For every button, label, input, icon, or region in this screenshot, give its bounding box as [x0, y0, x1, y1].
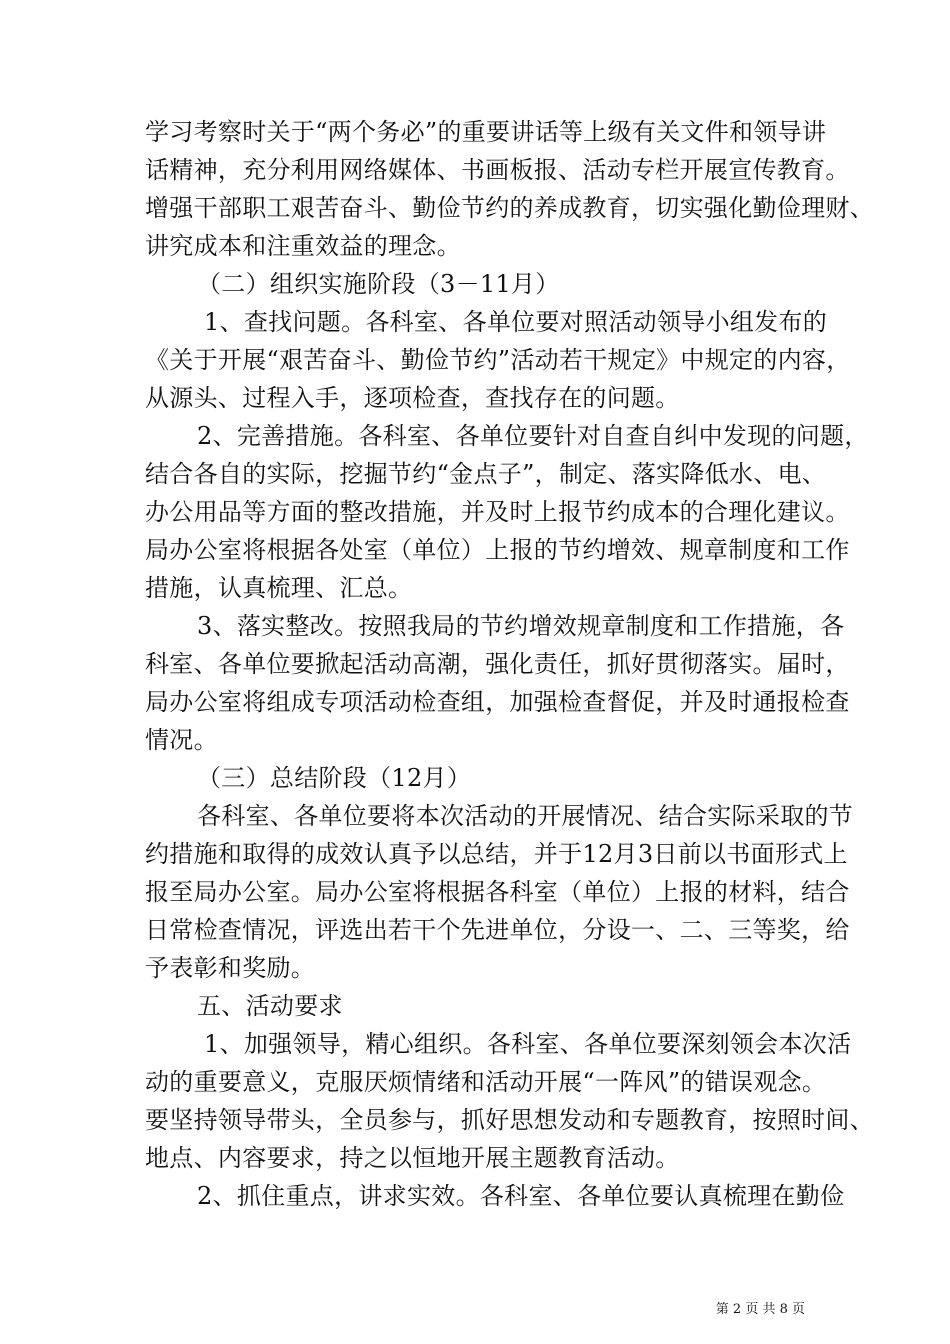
text-line: 结合各自的实际，挖掘节约“金点子”，制定、落实降低水、电、	[145, 460, 827, 488]
text-line: 1、查找问题。各科室、各单位要对照活动领导小组发布的	[204, 308, 828, 336]
text-line: 措施，认真梳理、汇总。	[145, 574, 413, 602]
text-line: 报至局办公室。局办公室将根据各科室（单位）上报的材料，结合	[145, 878, 850, 906]
text-line: 1、加强领导，精心组织。各科室、各单位要深刻领会本次活	[204, 1030, 852, 1058]
page-number: 第 2 页 共 8 页	[715, 1302, 805, 1317]
text-line: 2、完善措施。各科室、各单位要针对自查自纠中发现的问题，	[197, 422, 869, 450]
text-line: 地点、内容要求，持之以恒地开展主题教育活动。	[145, 1144, 680, 1172]
section-heading: （三）总结阶段（12月）	[197, 764, 472, 792]
text-line: 办公用品等方面的整改措施，并及时上报节约成本的合理化建议。	[145, 498, 850, 526]
text-line: 要坚持领导带头，全员参与，抓好思想发动和专题教育，按照时间、	[145, 1106, 874, 1134]
text-line: 各科室、各单位要将本次活动的开展情况、结合实际采取的节	[197, 802, 854, 830]
text-line: 情况。	[145, 726, 218, 754]
section-heading: 五、活动要求	[197, 992, 343, 1020]
text-line: 增强干部职工艰苦奋斗、勤俭节约的养成教育，切实强化勤俭理财、	[145, 194, 874, 222]
text-line: 2、抓住重点，讲求实效。各科室、各单位要认真梳理在勤俭	[197, 1182, 845, 1210]
text-line: 约措施和取得的成效认真予以总结，并于12月3日前以书面形式上	[145, 840, 848, 868]
text-line: 局办公室将根据各处室（单位）上报的节约增效、规章制度和工作	[145, 536, 850, 564]
text-line: 局办公室将组成专项活动检查组，加强检查督促，并及时通报检查	[145, 688, 850, 716]
text-line: 话精神，充分利用网络媒体、书画板报、活动专栏开展宣传教育。	[145, 156, 850, 184]
section-heading: （二）组织实施阶段（3－11月）	[197, 270, 560, 298]
text-line: 学习考察时关于“两个务必”的重要讲话等上级有关文件和领导讲	[145, 118, 827, 146]
text-line: 3、落实整改。按照我局的节约增效规章制度和工作措施，各	[197, 612, 845, 640]
text-line: 动的重要意义，克服厌烦情绪和活动开展“一阵风”的错误观念。	[145, 1068, 827, 1096]
text-line: 《关于开展“艰苦奋斗、勤俭节约”活动若干规定》中规定的内容，	[145, 346, 851, 374]
text-line: 日常检查情况，评选出若干个先进单位，分设一、二、三等奖，给	[145, 916, 850, 944]
text-line: 予表彰和奖励。	[145, 954, 316, 982]
text-line: 科室、各单位要掀起活动高潮，强化责任，抓好贯彻落实。届时，	[145, 650, 850, 678]
text-line: 从源头、过程入手，逐项检查，查找存在的问题。	[145, 384, 680, 412]
text-line: 讲究成本和注重效益的理念。	[145, 232, 461, 260]
